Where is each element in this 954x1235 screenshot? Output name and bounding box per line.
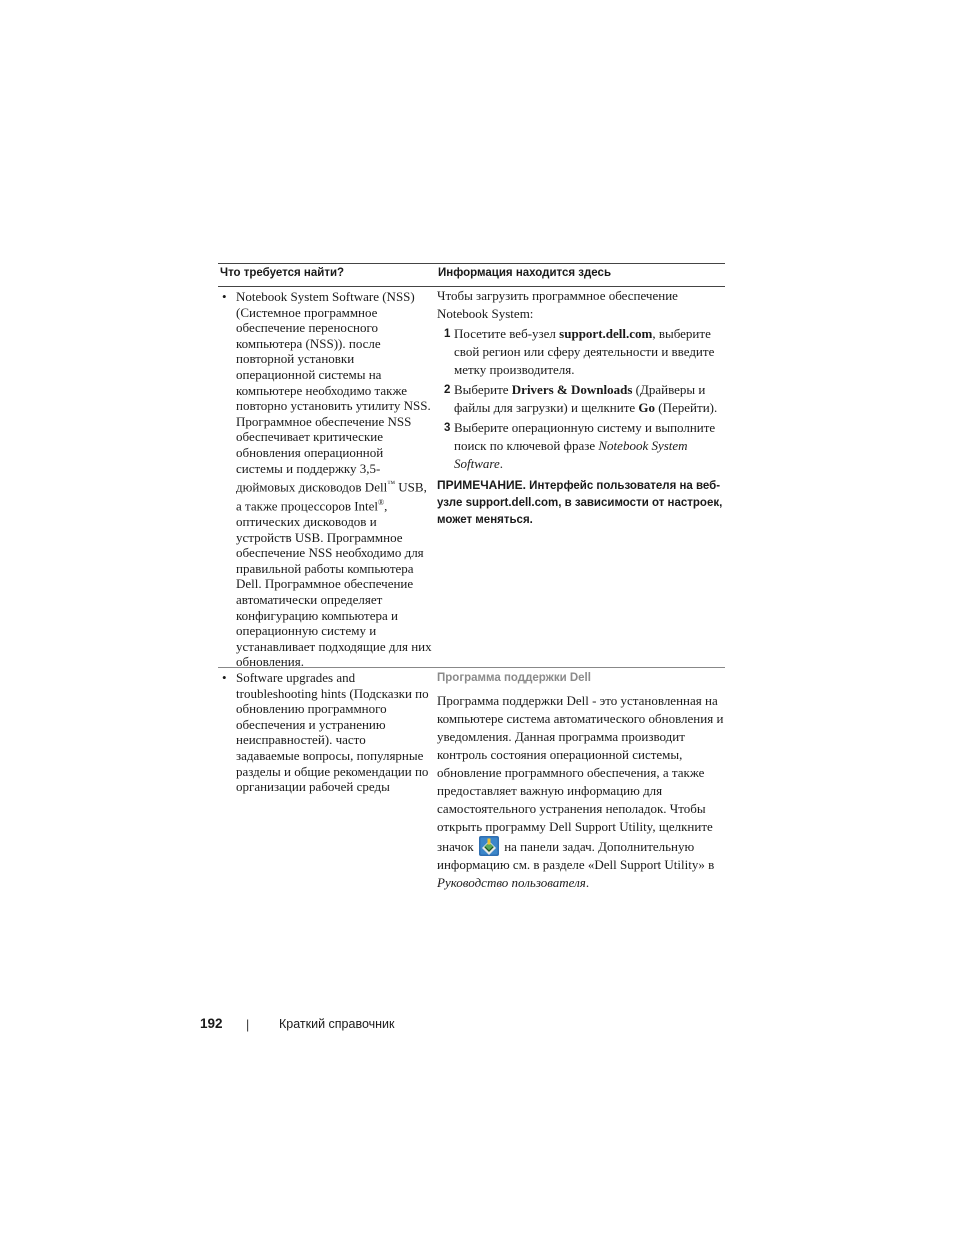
step-text: Посетите веб-узел: [454, 326, 560, 341]
section-title: Краткий справочник: [279, 1017, 395, 1031]
row2-right-cell: [437, 668, 725, 892]
note-text: Интерфейс пользователя на веб-узле: [437, 480, 721, 509]
step-1: [437, 325, 725, 379]
table-row: [218, 668, 725, 918]
header-what-to-find: Что требуется найти?: [220, 267, 345, 279]
step-number: 1: [444, 328, 451, 340]
bullet: •: [222, 289, 227, 304]
support-link[interactable]: support.dell.com: [559, 326, 653, 341]
step-text: Выберите операционную систему и выполните поиск по ключевой фразе: [454, 420, 716, 453]
trademark-mark: ™: [387, 479, 396, 489]
row2-left-cell: [222, 670, 432, 795]
step-3: [437, 419, 725, 473]
table-header: [218, 263, 725, 287]
note: [437, 477, 725, 529]
dell-support-heading: Программа поддержки Dell: [437, 672, 591, 684]
nss-description-a: Notebook System Software (NSS)(Системное программное обеспечение переносного компьютера (NSS)). после повторной установки операционной системы на компьютере необходимо также повторно установить утилиту NSS. Программное обеспечение NSS обеспечивает критические обновления операционной системы и поддержку 3,5-дюймовых дисководов Dell: [236, 289, 431, 495]
step-number: 3: [444, 422, 451, 434]
step-number: 2: [444, 384, 451, 396]
step-text: (Драйверы и файлы для загрузки) и щелкните: [454, 382, 706, 415]
step-2: [437, 381, 725, 417]
row1-right-cell: [437, 287, 725, 529]
dell-support-body: [437, 692, 725, 892]
step-text: .: [499, 456, 503, 471]
note-link: support.dell.com: [465, 497, 559, 509]
nss-description-c: , оптических дисководов и устройств USB. Программное обеспечение NSS необходимо для правильной работы компьютера Dell. Программное обеспечение автоматически определяет конфигурацию компьютера и операционную систему и устанавливает подходящие для них обновления.: [236, 498, 432, 670]
search-phrase: Notebook System Software: [454, 438, 688, 471]
info-table: [218, 263, 725, 918]
dell-support-utility-icon[interactable]: [479, 836, 499, 856]
upgrades-description: Software upgrades and troubleshooting hints (Подсказки по обновлению программного обеспечения и устранению неисправностей). часто задаваемые вопросы, популярные разделы и общие рекомендации по организации рабочей среды: [236, 670, 429, 795]
body-text: на панели задач. Дополнительную информацию см. в разделе «Dell Support Utility» в: [437, 839, 715, 872]
bullet: •: [222, 670, 227, 685]
step-text: (Перейти).: [655, 400, 718, 415]
table-row: [218, 287, 725, 668]
nss-intro: Чтобы загрузить программное обеспечение Notebook System:: [437, 288, 678, 321]
users-guide-title: Руководство пользователя: [437, 875, 586, 890]
note-text: , в зависимости от настроек, может меняться.: [437, 497, 723, 526]
registered-mark: ®: [378, 498, 385, 508]
body-text: Программа поддержки Dell - это установленная на компьютере система автоматического обновления и уведомления. Данная программа производит контроль состояния операционной системы, обновление программного обеспечения, а также предоставляет важную информацию для самостоятельного устранения неполадок. Чтобы открыть программу Dell Support Utility, щелкните значок: [437, 693, 724, 854]
drivers-downloads-label: Drivers & Downloads: [511, 382, 633, 397]
note-label: ПРИМЕЧАНИЕ.: [437, 478, 526, 492]
page-number: 192: [200, 1016, 223, 1031]
body-text: .: [585, 875, 590, 890]
footer-separator: |: [246, 1018, 250, 1032]
go-label: Go: [638, 400, 656, 415]
nss-description-b: USB, а также процессоров Intel: [236, 479, 427, 514]
step-text: , выберите свой регион или сферу деятельности и введите метку производителя.: [454, 326, 715, 377]
row1-left-cell: [222, 289, 432, 670]
step-text: Выберите: [454, 382, 512, 397]
header-where-info: Информация находится здесь: [438, 267, 612, 279]
